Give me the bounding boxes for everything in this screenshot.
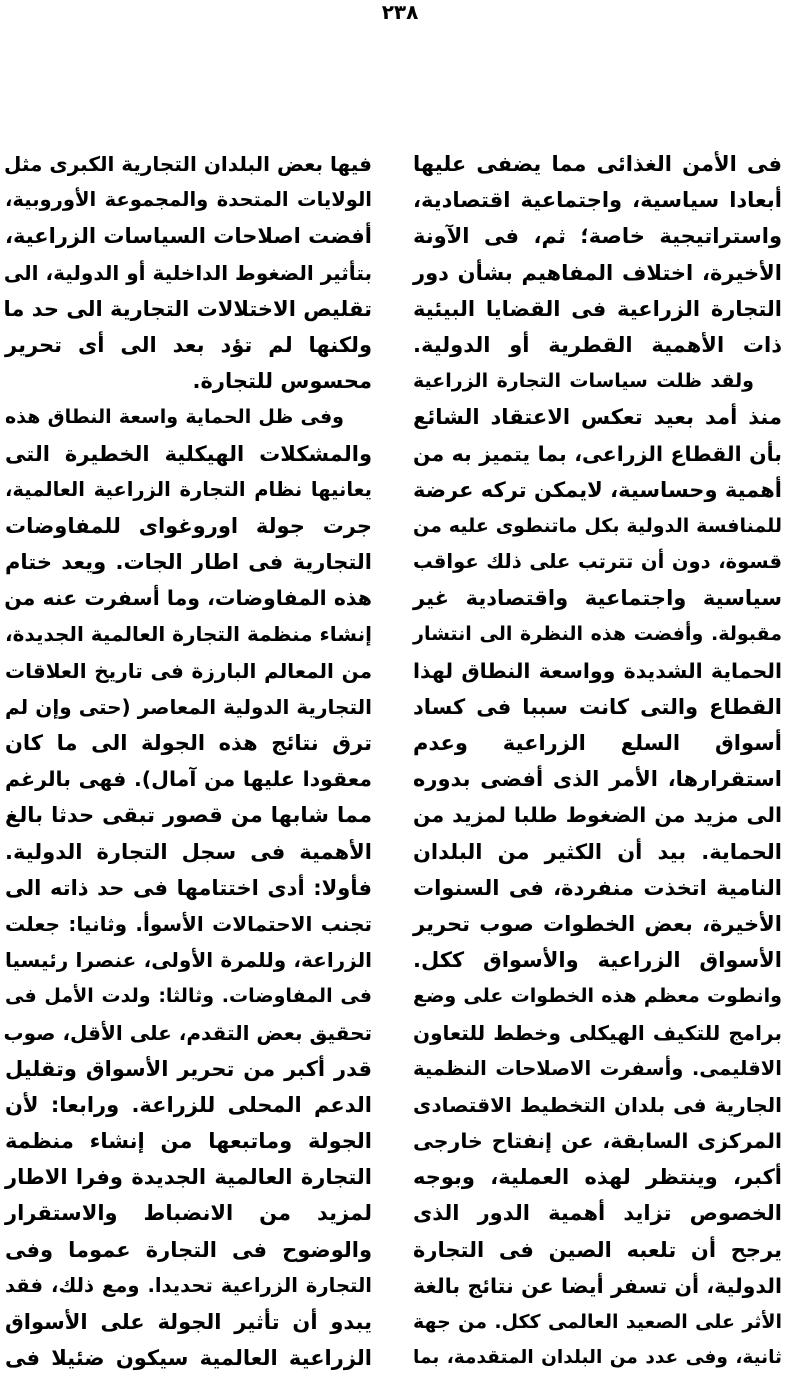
text-line: محسوس للتجارة. [192, 369, 372, 394]
text-line: أفضت اصلاحات السياسات الزراعية، [5, 224, 372, 249]
text-line: ثانية، وفى عدد من البلدان المتقدمة، بما [413, 1347, 782, 1369]
text-line: والوضوح فى التجارة عموما وفى [5, 1237, 372, 1262]
text-line: برامج للتكيف الهيكلى وخطط للتعاون [413, 1020, 782, 1045]
text-line: ترق نتائج هذه الجولة الى ما كان [5, 731, 372, 755]
text-line: فيها بعض البلدان التجارية الكبرى مثل [4, 152, 372, 176]
text-line: جرت جولة اوروغواى للمفاوضات [5, 513, 372, 538]
text-line: الاقليمى. وأسفرت الاصلاحات النظمية [413, 1056, 782, 1080]
text-line: أكبر، وينتظر لهذه العملية، وبوجه [413, 1165, 782, 1190]
text-line: يعانيها نظام التجارة الزراعية العالمية، [5, 477, 372, 501]
text-line: فأولا: أدى اختتامها فى حد ذاته الى [5, 875, 372, 900]
text-line: ولقد ظلت سياسات التجارة الزراعية [413, 370, 754, 393]
text-line: أسواق السلع الزراعية وعدم [413, 731, 782, 755]
text-line: وانطوت معظم هذه الخطوات على وضع [413, 985, 782, 1008]
right-column [413, 146, 782, 1376]
text-line: معقودا عليها من آمال). فهى بالرغم [5, 767, 372, 792]
text-line: فى المفاوضات. وثالثا: ولدت الأمل فى [5, 985, 372, 1008]
page-number: ٢٣٨ [381, 0, 419, 24]
text-line: للمنافسة الدولية بكل ماتنطوى عليه من [413, 514, 782, 537]
text-line: الجولة وماتبعها من إنشاء منظمة [5, 1129, 372, 1154]
text-line: قسوة، دون أن تترتب على ذلك عواقب [413, 550, 782, 574]
text-line: الولايات المتحدة والمجموعة الأوروبية، [5, 188, 372, 212]
text-line: المركزى السابقة، عن إنفتاح خارجى [413, 1129, 782, 1154]
text-line: وفى ظل الحماية واسعة النطاق هذه [5, 406, 344, 429]
text-line: من المعالم البارزة فى تاريخ العلاقات [5, 658, 372, 683]
text-line: الأخيرة، بعض الخطوات صوب تحرير [413, 911, 782, 936]
text-line: منذ أمد بعيد تعكس الاعتقاد الشائع [413, 405, 782, 430]
text-line: الأخيرة، اختلاف المفاهيم بشأن دور [413, 260, 782, 285]
text-line: بأن القطاع الزراعى، بما يتميز به من [413, 441, 782, 466]
text-line: الى مزيد من الضغوط طلبا لمزيد من [413, 803, 782, 828]
text-line: التجارة الزراعية فى القضايا البيئية [413, 296, 782, 321]
text-line: أبعادا سياسية، واجتماعية اقتصادية، [413, 188, 782, 213]
text-line: الزراعة، وللمرة الأولى، عنصرا رئيسيا [5, 948, 372, 973]
text-line: التجارة العالمية الجديدة وفرا الاطار [5, 1165, 372, 1190]
text-line: الخصوص تزايد أهمية الدور الذى [413, 1201, 782, 1226]
text-line: النامية اتخذت منفردة، فى السنوات [413, 875, 782, 900]
text-line: ولكنها لم تؤد بعد الى أى تحرير [5, 332, 372, 357]
text-line: استقرارها، الأمر الذى أفضى بدوره [413, 767, 782, 792]
text-line: إنشاء منظمة التجارة العالمية الجديدة، [5, 622, 372, 647]
text-line: الأهمية فى سجل التجارة الدولية. [5, 839, 372, 864]
text-line: الدعم المحلى للزراعة. ورابعا: لأن [5, 1092, 372, 1117]
text-line: تقليص الاختلالات التجارية الى حد ما [3, 296, 372, 321]
text-line: مما شابها من قصور تبقى حدثا بالغ [5, 803, 372, 828]
text-line: يرجح أن تلعبه الصين فى التجارة [413, 1237, 782, 1262]
text-line: تجنب الاحتمالات الأسوأ. وثانيا: جعلت [5, 911, 372, 936]
text-line: ذات الأهمية القطرية أو الدولية. [413, 332, 782, 357]
text-line: يبدو أن تأثير الجولة على الأسواق [5, 1310, 372, 1334]
text-line: الأثر على الصعيد العالمى ككل. من جهة [413, 1311, 782, 1333]
text-line: التجارة الزراعية تحديدا. ومع ذلك، فقد [5, 1273, 372, 1297]
text-line: الأسواق الزراعية والأسواق ككل. [413, 948, 782, 973]
text-line: تحقيق بعض التقدم، على الأقل، صوب [3, 1020, 372, 1045]
text-line: الزراعية العالمية سيكون ضئيلا فى [5, 1346, 372, 1371]
text-line: لمزيد من الانضباط والاستقرار [5, 1201, 372, 1226]
text-line: فى الأمن الغذائى مما يضفى عليها [413, 152, 782, 176]
text-line: والمشكلات الهيكلية الخطيرة التى [5, 441, 372, 466]
text-line: التجارية الدولية المعاصر (حتى وإن لم [5, 694, 372, 719]
text-line: قدر أكبر من تحرير الأسواق وتقليل [5, 1056, 372, 1081]
text-line: سياسية واجتماعية واقتصادية غير [413, 586, 782, 611]
text-line: واستراتيجية خاصة؛ ثم، فى الآونة [413, 224, 782, 249]
text-line: مقبولة. وأفضت هذه النظرة الى انتشار [413, 623, 782, 646]
left-column [5, 146, 372, 1376]
text-line: بتأثير الضغوط الداخلية أو الدولية، الى [3, 260, 372, 285]
text-line: هذه المفاوضات، وما أسفرت عنه من [4, 586, 372, 611]
text-line: الدولية، أن تسفر أيضا عن نتائج بالغة [413, 1273, 782, 1298]
text-line: الجارية فى بلدان التخطيط الاقتصادى [413, 1092, 782, 1117]
text-line: أهمية وحساسية، لايمكن تركه عرضة [413, 477, 782, 502]
text-line: الحماية الشديدة وواسعة النطاق لهذا [413, 658, 782, 683]
text-line: الحماية. بيد أن الكثير من البلدان [413, 839, 782, 864]
text-line: القطاع والتى كانت سببا فى كساد [413, 694, 782, 719]
text-line: التجارية فى اطار الجات. ويعد ختام [5, 550, 372, 575]
